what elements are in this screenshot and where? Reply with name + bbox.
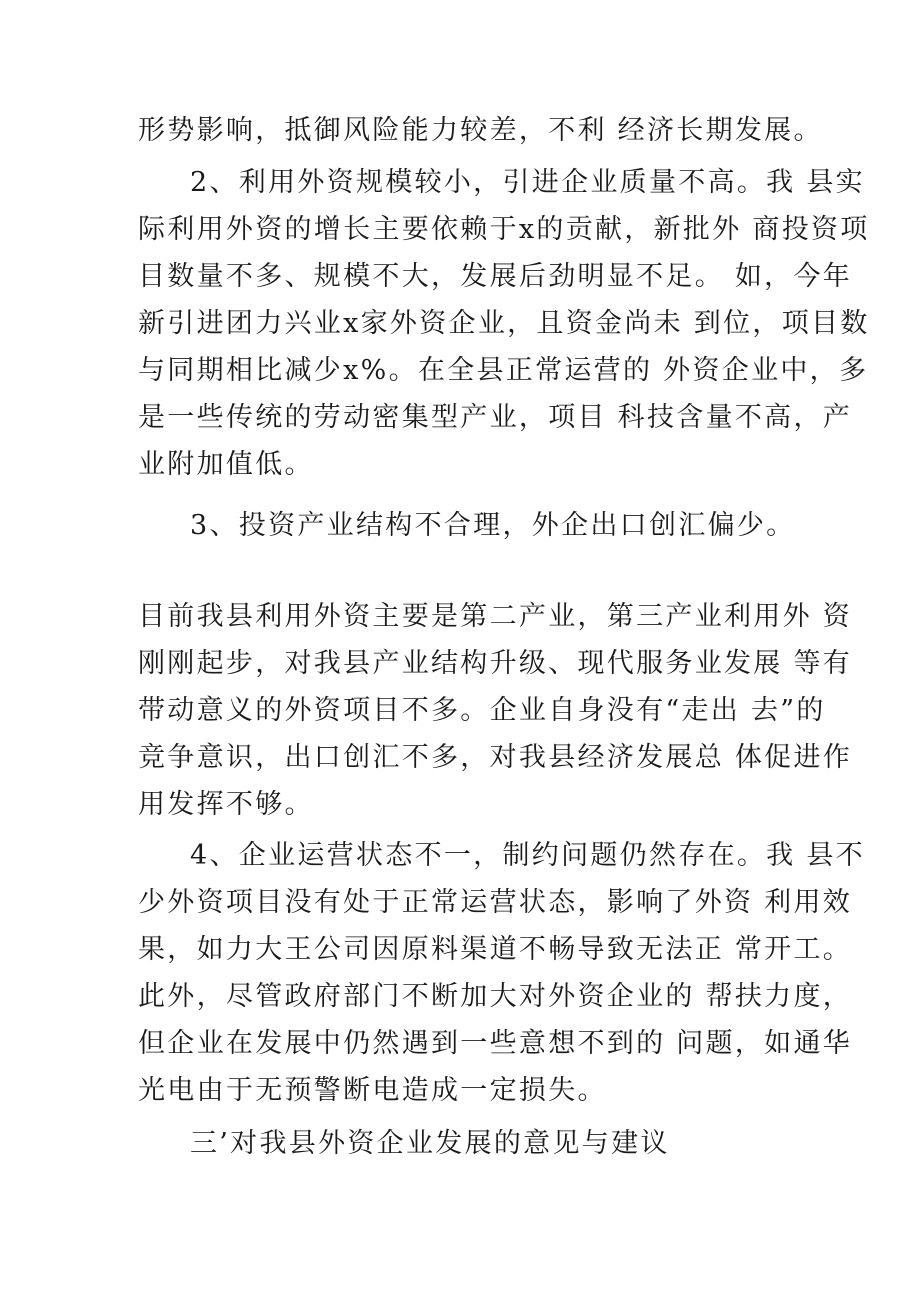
paragraph-line: 少外资项目没有处于正常运营状态，影响了外资 利用效: [138, 887, 853, 918]
paragraph-line: 2、利用外资规模较小，引进企业质量不高。我 县实: [190, 167, 865, 198]
paragraph-line: 业附加值低。: [138, 449, 314, 480]
paragraph-line: 是一些传统的劳动密集型产业，项目 科技含量不高，产: [138, 402, 853, 433]
paragraph-line: 4、企业运营状态不一，制约问题仍然存在。我 县不: [190, 840, 865, 871]
paragraph-line: 用发挥不够。: [138, 789, 314, 820]
paragraph-line: 刚刚起步，对我县产业结构升级、现代服务业发展 等有: [138, 648, 853, 679]
paragraph-line: 但企业在发展中仍然遇到一些意想不到的 问题，如通华: [138, 1028, 853, 1059]
paragraph-line: 此外，尽管政府部门不断加大对外资企业的 帮扶力度，: [138, 981, 853, 1012]
paragraph-line: 新引进团力兴业x家外资企业，且资金尚未 到位，项目数: [138, 308, 870, 339]
paragraph-line: 目前我县利用外资主要是第二产业，第三产业利用外 资: [138, 601, 853, 632]
paragraph-line: 竞争意识，出口创汇不多，对我县经济发展总 体促进作: [138, 742, 853, 773]
paragraph-line: 目数量不多、规模不大，发展后劲明显不足。 如，今年: [138, 261, 853, 292]
paragraph-line: 形势影响，抵御风险能力较差，不利 经济长期发展。: [138, 115, 823, 146]
paragraph-line: 与同期相比减少x%。在全县正常运营的 外资企业中，多: [138, 355, 869, 386]
paragraph-line: 3、投资产业结构不合理，外企出口创汇偏少。: [190, 510, 796, 541]
section-heading: 三’对我县外资企业发展的意见与建议: [190, 1128, 670, 1159]
paragraph-line: 带动意义的外资项目不多。企业自身没有“走出 去”的: [138, 695, 826, 726]
paragraph-line: 果，如力大王公司因原料渠道不畅导致无法正 常开工。: [138, 934, 853, 965]
paragraph-line: 光电由于无预警断电造成一定损失。: [138, 1075, 607, 1106]
paragraph-line: 际利用外资的增长主要依赖于x的贡献，新批外 商投资项: [138, 214, 870, 245]
